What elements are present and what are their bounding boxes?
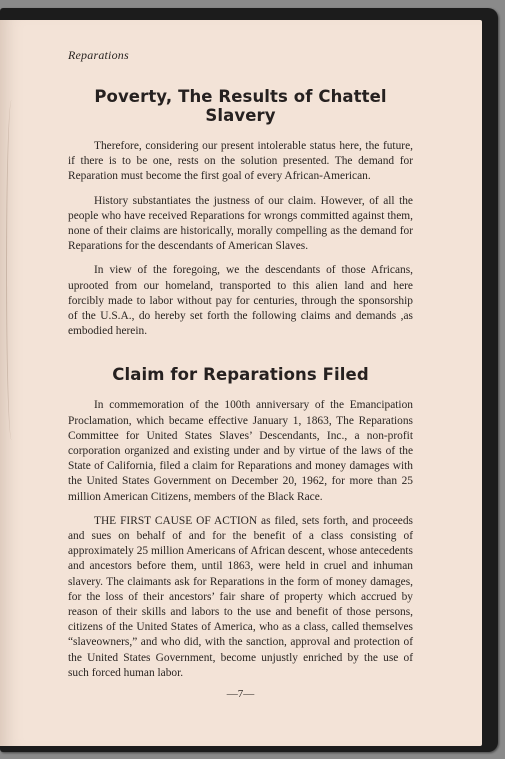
paragraph: THE FIRST CAUSE OF ACTION as filed, sets forth, and proceeds and sues on behalf of and for the benefit of a class consisting of approximately 25 million Americans of African descent, whose antecedents and ancestors before them, until 1863, were held in cruel and inhuman slavery. The claimants ask for Reparations in the form of money damages, for the loss of their ancestors’ fair share of property which accrued by reason of their skills and labors to the use and benefit of those persons, citizens of the United States of America, who as a class, called themselves “slaveowners,” and who did, with the sanction, approval and protection of the United States Government, become unjustly enriched by the use of such forced human labor. bbox=[68, 514, 413, 679]
page-fold bbox=[6, 100, 17, 440]
section-heading-claim: Claim for Reparations Filed bbox=[112, 365, 369, 385]
section-heading-poverty: Poverty, The Results of Chattel Slavery bbox=[94, 87, 387, 125]
page-number: —7— bbox=[226, 688, 255, 701]
paragraph: In view of the foregoing, we the descendants of those Africans, uprooted from our homeland, transported to this alien land and here forcibly made to labor without pay for centuries, through the sponsorship of the U.S.A., do hereby set forth the following claims and demands ,as embodied herein. bbox=[68, 264, 413, 338]
text-column bbox=[68, 48, 413, 700]
paragraph: History substantiates the justness of our claim. However, of all the people who have received Reparations for wrongs committed against them, none of their claims are historically, morally compelling as the demand for Reparations for the descendants of American Slaves. bbox=[68, 194, 413, 253]
paragraph: Therefore, considering our present intolerable status here, the future, if there is to be one, rests on the solution presented. The demand for Reparation must become the first goal of every African-American. bbox=[68, 140, 413, 183]
paragraph: In commemoration of the 100th anniversary of the Emancipation Proclamation, which became effective January 1, 1863, The Reparations Committee for United States Slaves’ Descendants, Inc., a non-profit corporation organized and existing under and by virtue of the laws of the State of California, filed a claim for Reparations and money damages with the United States Government on December 20, 1962, for more than 25 million American Citizens, members of the Black Race. bbox=[68, 399, 413, 503]
running-head: Reparations bbox=[68, 48, 129, 62]
